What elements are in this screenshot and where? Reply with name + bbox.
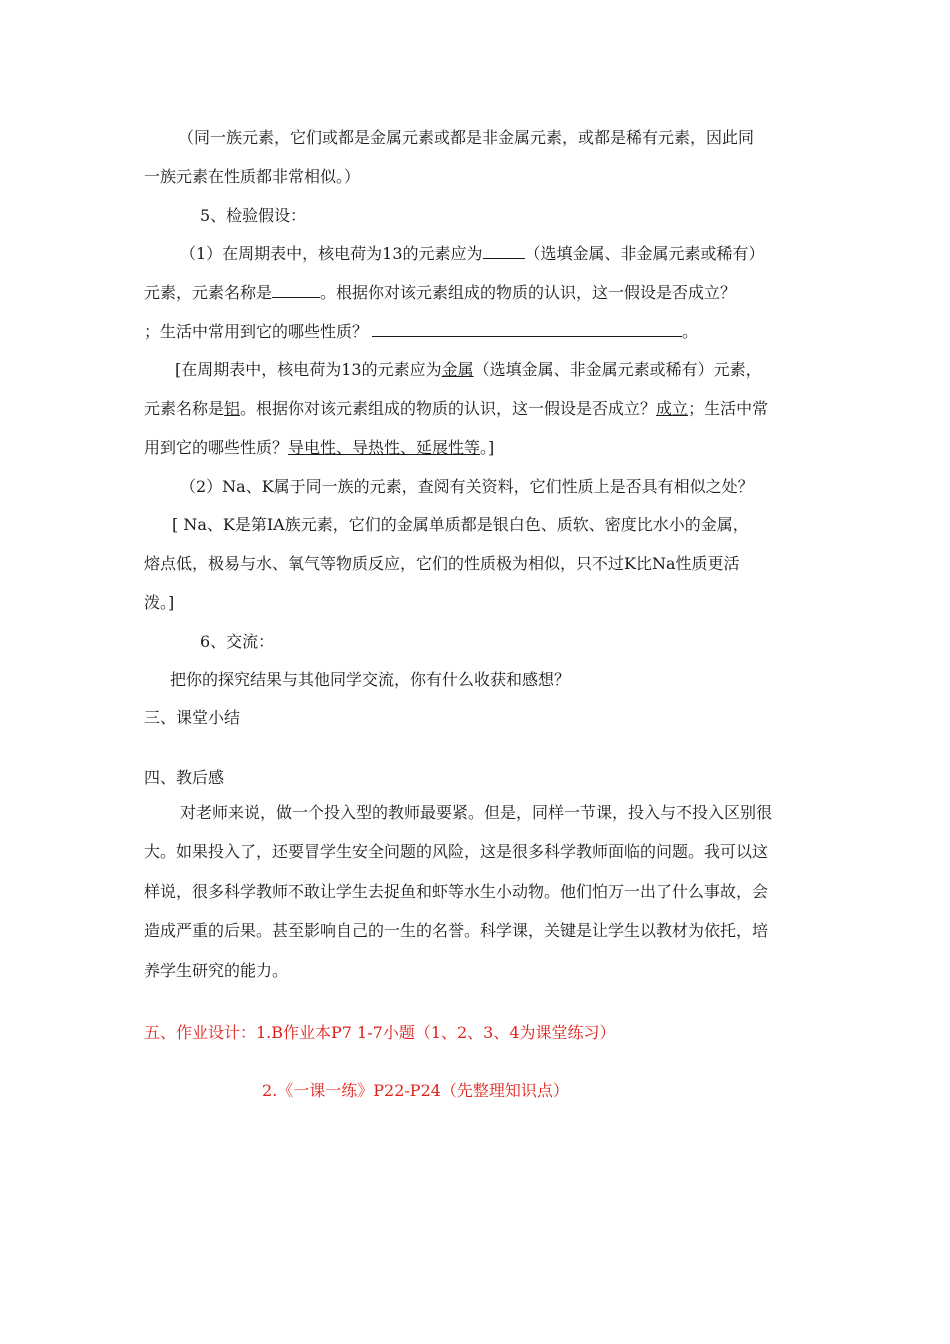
answer-2-line-1: [ Na、K是第ⅠA族元素，它们的金属单质都是银白色、质软、密度比水小的金属， bbox=[172, 515, 749, 534]
step-5-heading: 5、检验假设： bbox=[200, 206, 307, 225]
step-6-text: 把你的探究结果与其他同学交流，你有什么收获和感想？ bbox=[170, 670, 571, 689]
reflection-line: 造成严重的后果。甚至影响自己的一生的名誉。科学课，关键是让学生以教材为依托，培 bbox=[144, 921, 769, 940]
section-5-heading: 五、作业设计：1.B作业本P7 1-7小题（1、2、3、4为课堂练习） bbox=[144, 1023, 616, 1042]
answer-yes: 成立 bbox=[656, 399, 689, 418]
answer-2-line-2: 熔点低，极易与水、氧气等物质反应，它们的性质极为相似，只不过K比Na性质更活 bbox=[144, 554, 740, 573]
answer-1-line-1: [在周期表中，核电荷为13的元素应为金属（选填金属、非金属元素或稀有）元素， bbox=[175, 360, 762, 379]
question-1-line-2: 元素，元素名称是 。根据你对该元素组成的物质的认识，这一假设是否成立？ bbox=[144, 283, 737, 302]
reflection-line: 养学生研究的能力。 bbox=[144, 961, 289, 980]
step-6-heading: 6、交流： bbox=[200, 632, 275, 651]
reflection-line: 大。如果投入了，还要冒学生安全问题的风险，这是很多科学教师面临的问题。我可以这 bbox=[144, 842, 769, 861]
answer-blank[interactable] bbox=[372, 320, 682, 337]
question-2: （2）Na、K属于同一族的元素，查阅有关资料，它们性质上是否具有相似之处？ bbox=[180, 477, 754, 496]
answer-2-line-3: 泼。] bbox=[144, 593, 175, 612]
answer-1-line-2: 元素名称是铝。根据你对该元素组成的物质的认识，这一假设是否成立？成立；生活中常 bbox=[144, 399, 769, 418]
paragraph-line: 一族元素在性质都非常相似。） bbox=[144, 167, 361, 186]
answer-1-line-3: 用到它的哪些性质？导电性、导热性、延展性等。] bbox=[144, 438, 495, 457]
section-4-heading: 四、教后感 bbox=[144, 768, 225, 787]
homework-item-2: 2.《一课一练》P22-P24（先整理知识点） bbox=[262, 1081, 569, 1100]
answer-blank[interactable] bbox=[483, 242, 525, 259]
question-1-line-3: ；生活中常用到它的哪些性质？ 。 bbox=[144, 322, 699, 341]
question-1-line-1: （1）在周期表中，核电荷为13的元素应为 （选填金属、非金属元素或稀有） bbox=[180, 244, 765, 263]
answer-aluminum: 铝 bbox=[224, 399, 241, 418]
answer-metal: 金属 bbox=[441, 360, 474, 379]
answer-blank[interactable] bbox=[272, 281, 320, 298]
section-3-heading: 三、课堂小结 bbox=[144, 708, 241, 727]
reflection-line: 对老师来说，做一个投入型的教师最要紧。但是，同样一节课，投入与不投入区别很 bbox=[180, 803, 773, 822]
answer-properties: 导电性、导热性、延展性等 bbox=[288, 438, 481, 457]
paragraph-line: （同一族元素，它们或都是金属元素或都是非金属元素，或都是稀有元素，因此同 bbox=[178, 128, 755, 147]
reflection-line: 样说，很多科学教师不敢让学生去捉鱼和虾等水生小动物。他们怕万一出了什么事故，会 bbox=[144, 882, 769, 901]
